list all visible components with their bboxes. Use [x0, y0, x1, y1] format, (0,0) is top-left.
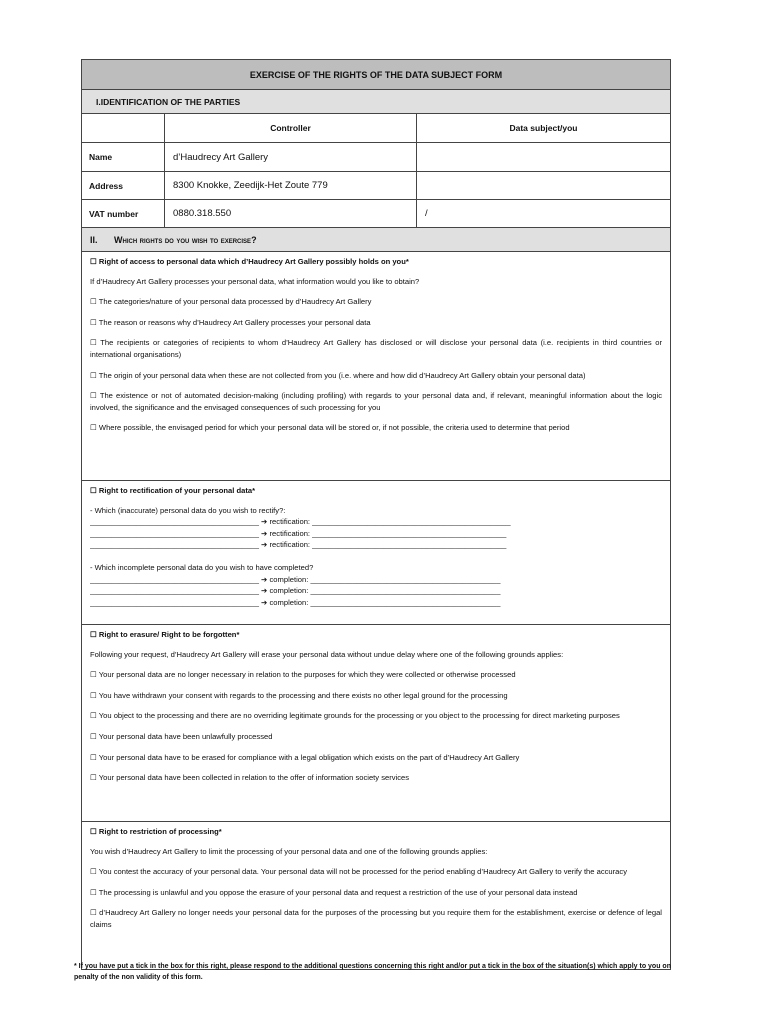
restriction-intro: You wish d’Haudrecy Art Gallery to limit the processing of your personal data and one of the following grounds applies: [90, 846, 488, 856]
parties-header-row [82, 114, 670, 143]
address-row [82, 172, 670, 200]
access-option-reasons[interactable]: ☐ The reason or reasons why d’Haudrecy Art Gallery processes your personal data [90, 317, 371, 327]
controller-name: d’Haudrecy Art Gallery [165, 143, 417, 171]
rectification-line-1[interactable]: ________________________________________ ➔ rectification: _______________________________________________ [90, 517, 511, 527]
restriction-block [82, 822, 670, 970]
name-row [82, 143, 670, 172]
completion-line-2[interactable]: ________________________________________ ➔ completion: _____________________________________________ [90, 586, 501, 596]
controller-vat: 0880.318.550 [165, 200, 417, 227]
name-label: Name [82, 143, 165, 171]
controller-address: 8300 Knokke, Zeedijk-Het Zoute 779 [165, 172, 417, 199]
erasure-checkbox[interactable]: ☐ Right to erasure/ Right to be forgotten* [90, 630, 240, 639]
data-subject-form [81, 59, 671, 970]
erasure-option-6[interactable]: ☐ Your personal data have been collected in relation to the offer of information society services [90, 773, 410, 783]
erasure-option-5[interactable]: ☐ Your personal data have to be erased for compliance with a legal obligation which exists on the part of d’Haudrecy Art Gallery [90, 752, 520, 762]
subject-vat-field[interactable]: / [425, 208, 428, 219]
section-1-heading: I.IDENTIFICATION OF THE PARTIES [82, 90, 670, 114]
rectification-line-2[interactable]: ________________________________________ ➔ rectification: ______________________________________________ [90, 528, 507, 538]
access-checkbox[interactable]: ☐ Right of access to personal data which d’Haudrecy Art Gallery possibly holds on you* [90, 257, 409, 266]
rectification-block [82, 481, 670, 625]
form-title: EXERCISE OF THE RIGHTS OF THE DATA SUBJECT FORM [82, 60, 670, 90]
access-option-recipients[interactable]: ☐ The recipients or categories of recipients to whom d’Haudrecy Art Gallery has disclosed or will disclose your personal data (i.e. recipients in third countries or international organisations) [90, 338, 662, 359]
empty-header-cell [82, 114, 165, 142]
access-option-automated[interactable]: ☐ The existence or not of automated decision-making (including profiling) with regards to your personal data and, if relevant, meaningful information about the logic involved, the significance and the envisaged consequences of such processing for you [90, 391, 662, 412]
erasure-option-2[interactable]: ☐ You have withdrawn your consent with regards to the processing and there exists no other legal ground for the processing [90, 690, 508, 700]
erasure-option-1[interactable]: ☐ Your personal data are no longer necessary in relation to the purposes for which they were collected or otherwise processed [90, 670, 516, 680]
footnote: * If you have put a tick in the box for this right, please respond to the additional questions concerning this right and/or put a tick in the box of the situation(s) which apply to you on penalty of the non validity of this form. [74, 963, 671, 981]
subject-address-field[interactable] [417, 172, 670, 199]
controller-column-header: Controller [165, 114, 417, 142]
subject-name-field[interactable] [417, 143, 670, 171]
rectification-line-3[interactable]: ________________________________________ ➔ rectification: ______________________________________________ [90, 540, 507, 550]
access-option-origin[interactable]: ☐ The origin of your personal data when these are not collected from you (i.e. where and how did d’Haudrecy Art Gallery obtain your personal data) [90, 370, 586, 380]
section-2-title: Which rights do you wish to exercise? [114, 235, 257, 245]
section-2-heading [82, 228, 670, 252]
erasure-option-4[interactable]: ☐ Your personal data have been unlawfully processed [90, 731, 273, 741]
access-intro: If d’Haudrecy Art Gallery processes your personal data, what information would you like to obtain? [90, 276, 420, 286]
rectification-question-2: - Which incomplete personal data do you wish to have completed? [90, 562, 314, 572]
erasure-intro: Following your request, d’Haudrecy Art Gallery will erase your personal data without undue delay where one of the following grounds applies: [90, 649, 564, 659]
rectification-question-1: - Which (inaccurate) personal data do you wish to rectify?: [90, 505, 286, 515]
restriction-checkbox[interactable]: ☐ Right to restriction of processing* [90, 827, 222, 836]
rectification-checkbox[interactable]: ☐ Right to rectification of your personal data* [90, 486, 256, 495]
address-label: Address [82, 172, 165, 199]
right-of-access-block [82, 252, 670, 481]
access-option-period[interactable]: ☐ Where possible, the envisaged period for which your personal data will be stored or, if not possible, the criteria used to determine that period [90, 423, 570, 433]
section-2-number: II. [90, 235, 98, 245]
erasure-option-3[interactable]: ☐ You object to the processing and there are no overriding legitimate grounds for the processing or you object to the processing for direct marketing purposes [90, 711, 620, 721]
restriction-option-3[interactable]: ☐ d’Haudrecy Art Gallery no longer needs your personal data for the purposes of the processing but you require them for the establishment, exercise or defence of legal claims [90, 908, 662, 929]
vat-row [82, 200, 670, 228]
completion-line-3[interactable]: ________________________________________ ➔ completion: _____________________________________________ [90, 597, 501, 607]
completion-line-1[interactable]: ________________________________________ ➔ completion: _____________________________________________ [90, 574, 501, 584]
restriction-option-1[interactable]: ☐ You contest the accuracy of your personal data. Your personal data will not be processed for the period enabling d’Haudrecy Art Gallery to verify the accuracy [90, 867, 627, 877]
erasure-block [82, 625, 670, 822]
data-subject-column-header: Data subject/you [509, 123, 578, 133]
access-option-categories[interactable]: ☐ The categories/nature of your personal data processed by d’Haudrecy Art Gallery [90, 297, 372, 307]
vat-label: VAT number [82, 200, 165, 227]
restriction-option-2[interactable]: ☐ The processing is unlawful and you oppose the erasure of your personal data and request a restriction of the use of your personal data instead [90, 887, 578, 897]
